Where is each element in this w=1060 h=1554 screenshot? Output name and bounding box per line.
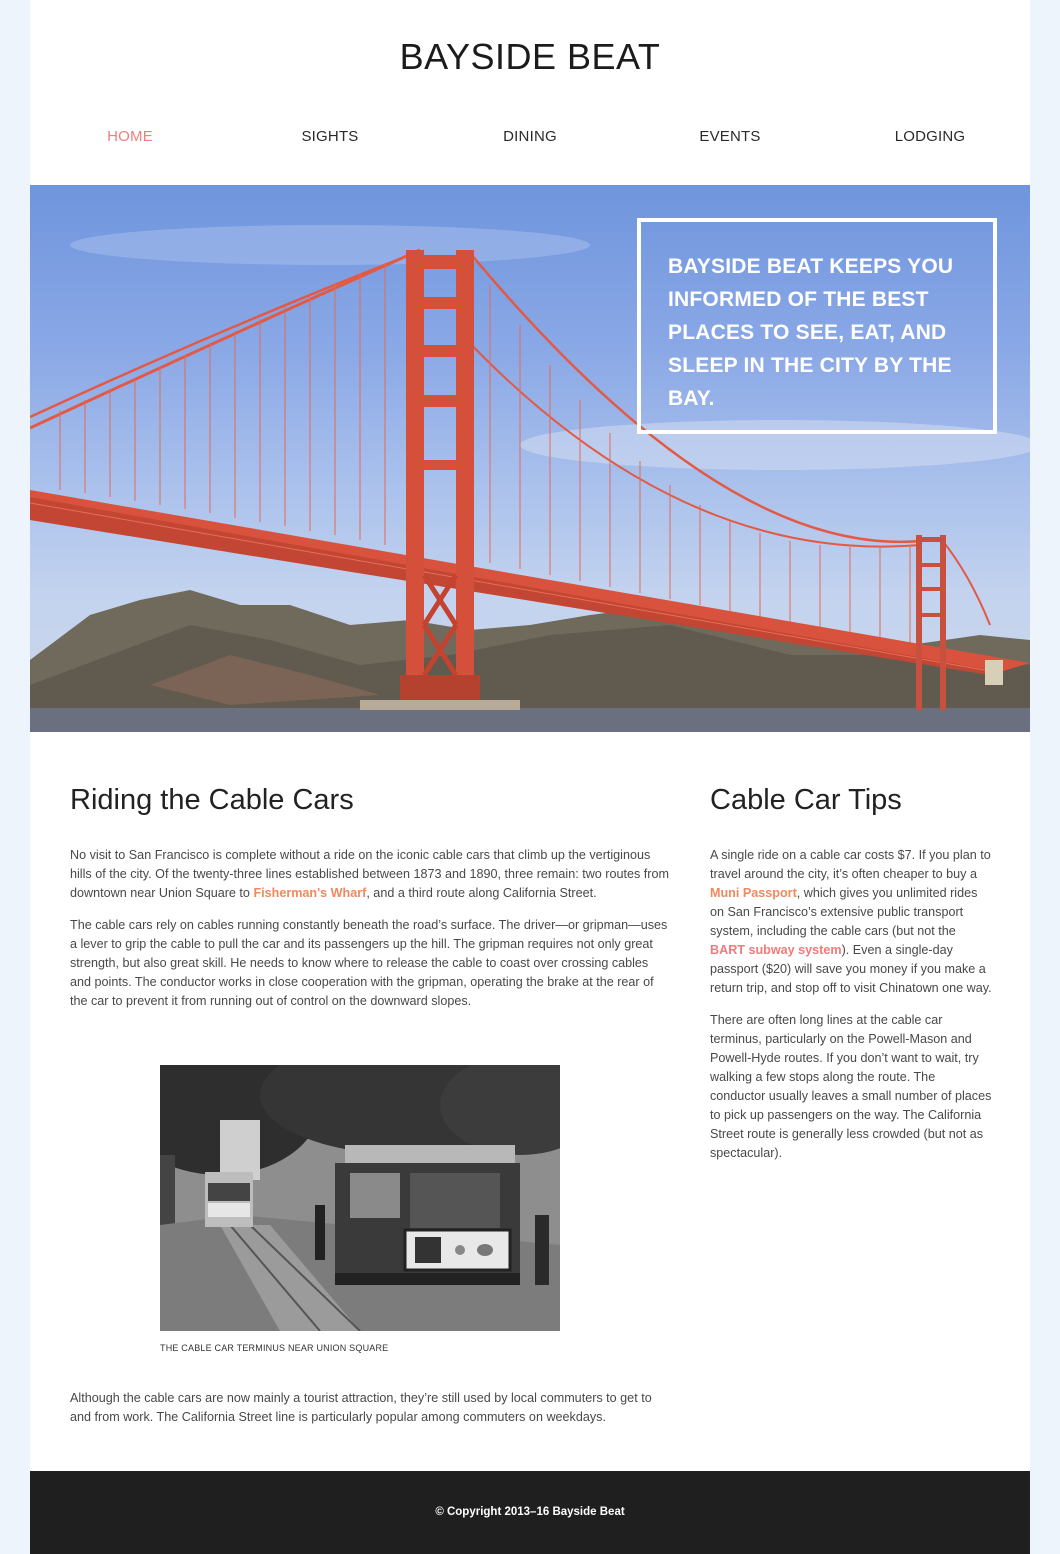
nav-item-sights[interactable]: SIGHTS bbox=[301, 128, 359, 145]
muni-passport-link[interactable]: Muni Passport bbox=[710, 886, 797, 900]
paragraph-text: , and a third route along California Street. bbox=[366, 886, 597, 900]
article-paragraph-2: The cable cars rely on cables running constantly beneath the road’s surface. The driver—or gripman—uses a lever to grip the cable to pull the car and its passengers up the hill. The gripman requires not only great strength, but also great skill. He needs to know where to release the cable to coast over crossing cables and points. The conductor works in close cooperation with the gripman, operating the brake at the rear of the car to prevent it from running out of control on the downward slopes. bbox=[70, 918, 668, 1008]
nav-item-dining[interactable]: DINING bbox=[503, 128, 557, 145]
article-paragraph-1 bbox=[70, 846, 670, 903]
page-container bbox=[30, 0, 1030, 1554]
tips-sidebar bbox=[710, 780, 992, 1176]
nav-item-events[interactable]: EVENTS bbox=[699, 128, 761, 145]
site-title: BAYSIDE BEAT bbox=[399, 36, 661, 77]
cable-car-photo bbox=[160, 1065, 560, 1331]
hero-banner bbox=[30, 185, 1030, 732]
copyright-text: © Copyright 2013–16 Bayside Beat bbox=[435, 1506, 625, 1518]
site-footer bbox=[30, 1471, 1030, 1554]
paragraph-text: No visit to San Francisco is complete without a ride on the iconic cable cars that climb up the vertiginous hills of the city. Of the twenty-three lines established between 1873 and 1890, three remain: two routes from downtown near Union Square to bbox=[70, 848, 669, 900]
paragraph-text: ). Even a single-day passport ($20) will save you money if you make a return trip, and stop off to visit Chinatown one way. bbox=[710, 943, 992, 995]
paragraph-text: A single ride on a cable car costs $7. If you plan to travel around the city, it’s often cheaper to buy a bbox=[710, 848, 991, 881]
bart-subway-link[interactable]: BART subway system bbox=[710, 943, 842, 957]
sidebar-title: Cable Car Tips bbox=[710, 784, 902, 816]
main-nav bbox=[30, 128, 1030, 152]
hero-tagline: BAYSIDE BEAT KEEPS YOU INFORMED OF THE BEST PLACES TO SEE, EAT, AND SLEEP IN THE CITY BY THE BAY. bbox=[668, 255, 954, 410]
figure-caption: THE CABLE CAR TERMINUS NEAR UNION SQUARE bbox=[160, 1343, 389, 1353]
paragraph-text: , which gives you unlimited rides on San Francisco’s extensive public transport system, including the cable cars (but not the bbox=[710, 886, 978, 938]
cable-car-image bbox=[160, 1065, 560, 1331]
nav-item-lodging[interactable]: LODGING bbox=[894, 128, 966, 145]
cable-car-figure bbox=[160, 1065, 560, 1353]
nav-item-home[interactable]: HOME bbox=[107, 128, 153, 145]
main-article bbox=[70, 780, 670, 1024]
article-title: Riding the Cable Cars bbox=[70, 784, 354, 816]
hero-tagline-box bbox=[637, 218, 997, 434]
sidebar-paragraph-2: There are often long lines at the cable car terminus, particularly on the Powell-Mason and Powell-Hyde routes. If you don’t want to wait, try walking a few stops along the route. The conductor usually leaves a small number of places to pick up passengers on the way. The California Street route is generally less crowded (but not as spectacular). bbox=[710, 1013, 992, 1160]
sidebar-paragraph-1 bbox=[710, 846, 992, 998]
article-paragraph-3: Although the cable cars are now mainly a tourist attraction, they’re still used by local commuters to get to and from work. The California Street line is particularly popular among commuters on weekdays. bbox=[70, 1391, 652, 1424]
fishermans-wharf-link[interactable]: Fisherman's Wharf bbox=[253, 886, 367, 900]
